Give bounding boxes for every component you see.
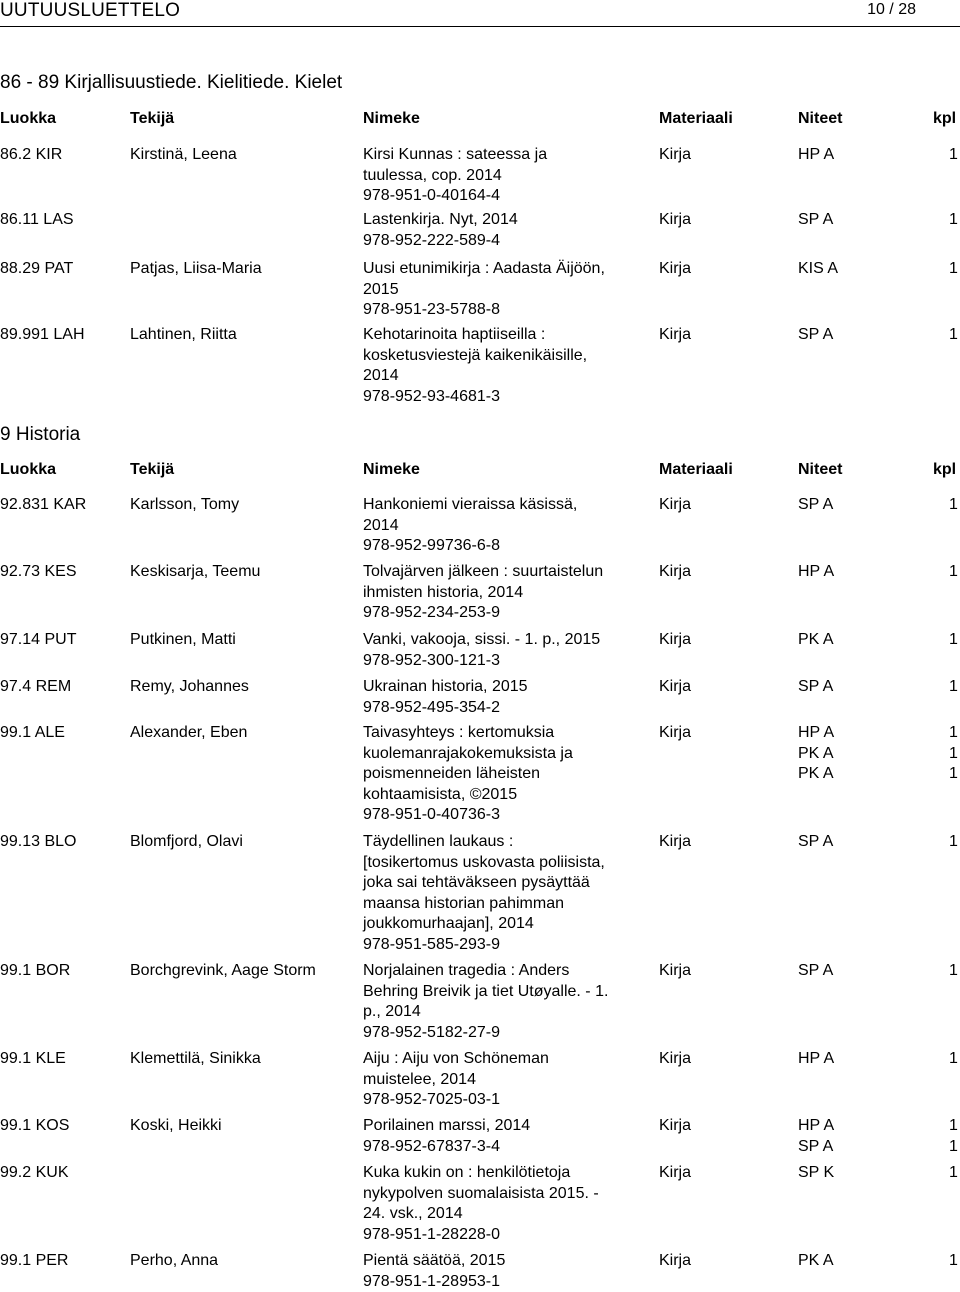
material: Kirja (659, 1251, 691, 1272)
title-line: [tosikertomus uskovasta poliisista, (363, 853, 653, 874)
title-line: Pientä säätöä, 2015 (363, 1251, 653, 1272)
class-code: 99.1 KLE (0, 1049, 66, 1070)
title-line: 978-951-1-28228-0 (363, 1225, 653, 1246)
quantity (949, 1116, 958, 1157)
title-line: 978-952-7025-03-1 (363, 1090, 653, 1111)
title-line: p., 2014 (363, 1002, 653, 1023)
title-line: Taivasyhteys : kertomuksia (363, 723, 653, 744)
quantity (949, 562, 958, 583)
author: Keskisarja, Teemu (130, 562, 260, 583)
quantity (949, 495, 958, 516)
header-divider (0, 26, 960, 27)
author: Putkinen, Matti (130, 630, 236, 651)
catalog-title: UUTUUSLUETTELO (0, 0, 180, 22)
quantity (949, 832, 958, 853)
material: Kirja (659, 677, 691, 698)
copy-count: 1 (949, 677, 958, 698)
copy-count: 1 (949, 495, 958, 516)
copy-location: HP A (798, 145, 834, 166)
title-line: kuolemanrajakokemuksista ja (363, 744, 653, 765)
title-line: Hankoniemi vieraissa käsissä, (363, 495, 653, 516)
copy-location: HP A (798, 562, 834, 583)
copies (798, 562, 834, 583)
copy-count: 1 (949, 1049, 958, 1070)
copy-count: 1 (949, 210, 958, 231)
title (363, 1116, 653, 1157)
author: Klemettilä, Sinikka (130, 1049, 261, 1070)
title-line: 978-952-99736-6-8 (363, 536, 653, 557)
title (363, 630, 653, 671)
title-line: Porilainen marssi, 2014 (363, 1116, 653, 1137)
column-header-author: Tekijä (130, 461, 174, 479)
copy-location: PK A (798, 764, 834, 785)
title-line: 2014 (363, 366, 653, 387)
title (363, 325, 653, 407)
copy-location: SP A (798, 210, 833, 231)
copy-count: 1 (949, 259, 958, 280)
title-line: Tolvajärven jälkeen : suurtaistelun (363, 562, 653, 583)
copy-count: 1 (949, 325, 958, 346)
title-line: kohtaamisista, ©2015 (363, 785, 653, 806)
copy-location: SP A (798, 495, 833, 516)
copy-location: SP A (798, 325, 833, 346)
quantity (949, 210, 958, 231)
copies (798, 145, 834, 166)
class-code: 97.14 PUT (0, 630, 76, 651)
title-line: maansa historian pahimman (363, 894, 653, 915)
title (363, 723, 653, 826)
copy-location: HP A (798, 1049, 834, 1070)
copies (798, 1251, 834, 1272)
material: Kirja (659, 210, 691, 231)
author: Lahtinen, Riitta (130, 325, 237, 346)
column-header-class: Luokka (0, 110, 56, 128)
quantity (949, 1049, 958, 1070)
copies (798, 325, 833, 346)
title (363, 259, 653, 321)
class-code: 99.1 ALE (0, 723, 65, 744)
title-line: 978-951-585-293-9 (363, 935, 653, 956)
copies (798, 495, 833, 516)
material: Kirja (659, 832, 691, 853)
author: Remy, Johannes (130, 677, 249, 698)
copy-count: 1 (949, 145, 958, 166)
column-header-author: Tekijä (130, 110, 174, 128)
title (363, 677, 653, 718)
section-title: 86 - 89 Kirjallisuustiede. Kielitiede. Kielet (0, 72, 342, 94)
material: Kirja (659, 630, 691, 651)
material: Kirja (659, 325, 691, 346)
copies (798, 961, 833, 982)
title (363, 495, 653, 557)
title (363, 961, 653, 1043)
copy-count: 1 (949, 832, 958, 853)
title-line: 978-952-222-589-4 (363, 231, 653, 252)
material: Kirja (659, 259, 691, 280)
title-line: tuulessa, cop. 2014 (363, 166, 653, 187)
copy-count: 1 (949, 1137, 958, 1158)
copy-location: SP A (798, 1137, 834, 1158)
title (363, 1163, 653, 1245)
material: Kirja (659, 1116, 691, 1137)
title-line: Aiju : Aiju von Schöneman (363, 1049, 653, 1070)
copy-count: 1 (949, 744, 958, 765)
title-line: Norjalainen tragedia : Anders (363, 961, 653, 982)
author: Kirstinä, Leena (130, 145, 237, 166)
title-line: Kirsi Kunnas : sateessa ja (363, 145, 653, 166)
quantity (949, 145, 958, 166)
copies (798, 832, 833, 853)
copies (798, 723, 834, 785)
title-line: 978-951-23-5788-8 (363, 300, 653, 321)
class-code: 99.1 BOR (0, 961, 70, 982)
copy-location: KIS A (798, 259, 838, 280)
column-header-material: Materiaali (659, 461, 733, 479)
title-line: joka sai tehtäväkseen pysäyttää (363, 873, 653, 894)
copies (798, 259, 838, 280)
author: Koski, Heikki (130, 1116, 222, 1137)
copies (798, 1116, 834, 1157)
copy-location: HP A (798, 723, 834, 744)
copy-location: SP A (798, 677, 833, 698)
copy-count: 1 (949, 1251, 958, 1272)
title-line: 978-951-1-28953-1 (363, 1272, 653, 1292)
column-header-class: Luokka (0, 461, 56, 479)
copies (798, 677, 833, 698)
title-line: poismenneiden läheisten (363, 764, 653, 785)
title (363, 1251, 653, 1292)
copies (798, 210, 833, 231)
copy-location: SP A (798, 961, 833, 982)
material: Kirja (659, 1163, 691, 1184)
author: Borchgrevink, Aage Storm (130, 961, 316, 982)
title-line: 978-952-67837-3-4 (363, 1137, 653, 1158)
quantity (949, 1251, 958, 1272)
class-code: 99.1 PER (0, 1251, 68, 1272)
copy-location: PK A (798, 1251, 834, 1272)
column-header-qty: kpl (933, 461, 956, 479)
author: Perho, Anna (130, 1251, 218, 1272)
material: Kirja (659, 961, 691, 982)
title-line: muistelee, 2014 (363, 1070, 653, 1091)
quantity (949, 961, 958, 982)
author: Patjas, Liisa-Maria (130, 259, 262, 280)
title-line: 978-952-234-253-9 (363, 603, 653, 624)
class-code: 97.4 REM (0, 677, 71, 698)
class-code: 86.2 KIR (0, 145, 62, 166)
title (363, 210, 653, 251)
page-number: 10 / 28 (867, 1, 916, 19)
class-code: 92.73 KES (0, 562, 77, 583)
title-line: Uusi etunimikirja : Aadasta Äijöön, (363, 259, 653, 280)
title-line: Ukrainan historia, 2015 (363, 677, 653, 698)
title (363, 145, 653, 207)
title-line: 978-952-93-4681-3 (363, 387, 653, 408)
title (363, 832, 653, 955)
copy-count: 1 (949, 764, 958, 785)
title (363, 562, 653, 624)
copy-location: SP A (798, 832, 833, 853)
column-headers (0, 461, 960, 481)
quantity (949, 630, 958, 651)
column-header-qty: kpl (933, 110, 956, 128)
column-header-copies: Niteet (798, 461, 842, 479)
title-line: nykypolven suomalaisista 2015. - (363, 1184, 653, 1205)
title-line: Kuka kukin on : henkilötietoja (363, 1163, 653, 1184)
title-line: 2014 (363, 516, 653, 537)
copy-count: 1 (949, 630, 958, 651)
title-line: 978-952-5182-27-9 (363, 1023, 653, 1044)
copies (798, 630, 834, 651)
page-header (0, 0, 960, 24)
title-line: Vanki, vakooja, sissi. - 1. p., 2015 (363, 630, 653, 651)
material: Kirja (659, 145, 691, 166)
class-code: 88.29 PAT (0, 259, 73, 280)
column-headers (0, 110, 960, 130)
copy-count: 1 (949, 562, 958, 583)
author: Blomfjord, Olavi (130, 832, 243, 853)
copy-location: PK A (798, 744, 834, 765)
title-line: Lastenkirja. Nyt, 2014 (363, 210, 653, 231)
author: Karlsson, Tomy (130, 495, 239, 516)
title-line: joukkomurhaajan], 2014 (363, 914, 653, 935)
title-line: kosketusviestejä kaikenikäisille, (363, 346, 653, 367)
class-code: 99.13 BLO (0, 832, 77, 853)
copy-count: 1 (949, 961, 958, 982)
author: Alexander, Eben (130, 723, 247, 744)
title-line: Behring Breivik ja tiet Utøyalle. - 1. (363, 982, 653, 1003)
class-code: 86.11 LAS (0, 210, 74, 231)
copy-location: HP A (798, 1116, 834, 1137)
copy-location: SP K (798, 1163, 834, 1184)
quantity (949, 259, 958, 280)
class-code: 99.1 KOS (0, 1116, 69, 1137)
class-code: 99.2 KUK (0, 1163, 68, 1184)
copy-count: 1 (949, 723, 958, 744)
copy-count: 1 (949, 1163, 958, 1184)
title-line: 24. vsk., 2014 (363, 1204, 653, 1225)
quantity (949, 1163, 958, 1184)
copies (798, 1049, 834, 1070)
copy-count: 1 (949, 1116, 958, 1137)
material: Kirja (659, 723, 691, 744)
title-line: Täydellinen laukaus : (363, 832, 653, 853)
copy-location: PK A (798, 630, 834, 651)
class-code: 89.991 LAH (0, 325, 85, 346)
section-title: 9 Historia (0, 424, 80, 446)
material: Kirja (659, 1049, 691, 1070)
class-code: 92.831 KAR (0, 495, 86, 516)
title-line: ihmisten historia, 2014 (363, 583, 653, 604)
column-header-title: Nimeke (363, 461, 420, 479)
material: Kirja (659, 495, 691, 516)
quantity (949, 677, 958, 698)
copies (798, 1163, 834, 1184)
title-line: 2015 (363, 280, 653, 301)
title-line: 978-951-0-40736-3 (363, 805, 653, 826)
title-line: 978-952-300-121-3 (363, 651, 653, 672)
title-line: Kehotarinoita haptiiseilla : (363, 325, 653, 346)
column-header-material: Materiaali (659, 110, 733, 128)
quantity (949, 325, 958, 346)
title-line: 978-952-495-354-2 (363, 698, 653, 719)
title-line: 978-951-0-40164-4 (363, 186, 653, 207)
column-header-title: Nimeke (363, 110, 420, 128)
column-header-copies: Niteet (798, 110, 842, 128)
material: Kirja (659, 562, 691, 583)
quantity (949, 723, 958, 785)
title (363, 1049, 653, 1111)
